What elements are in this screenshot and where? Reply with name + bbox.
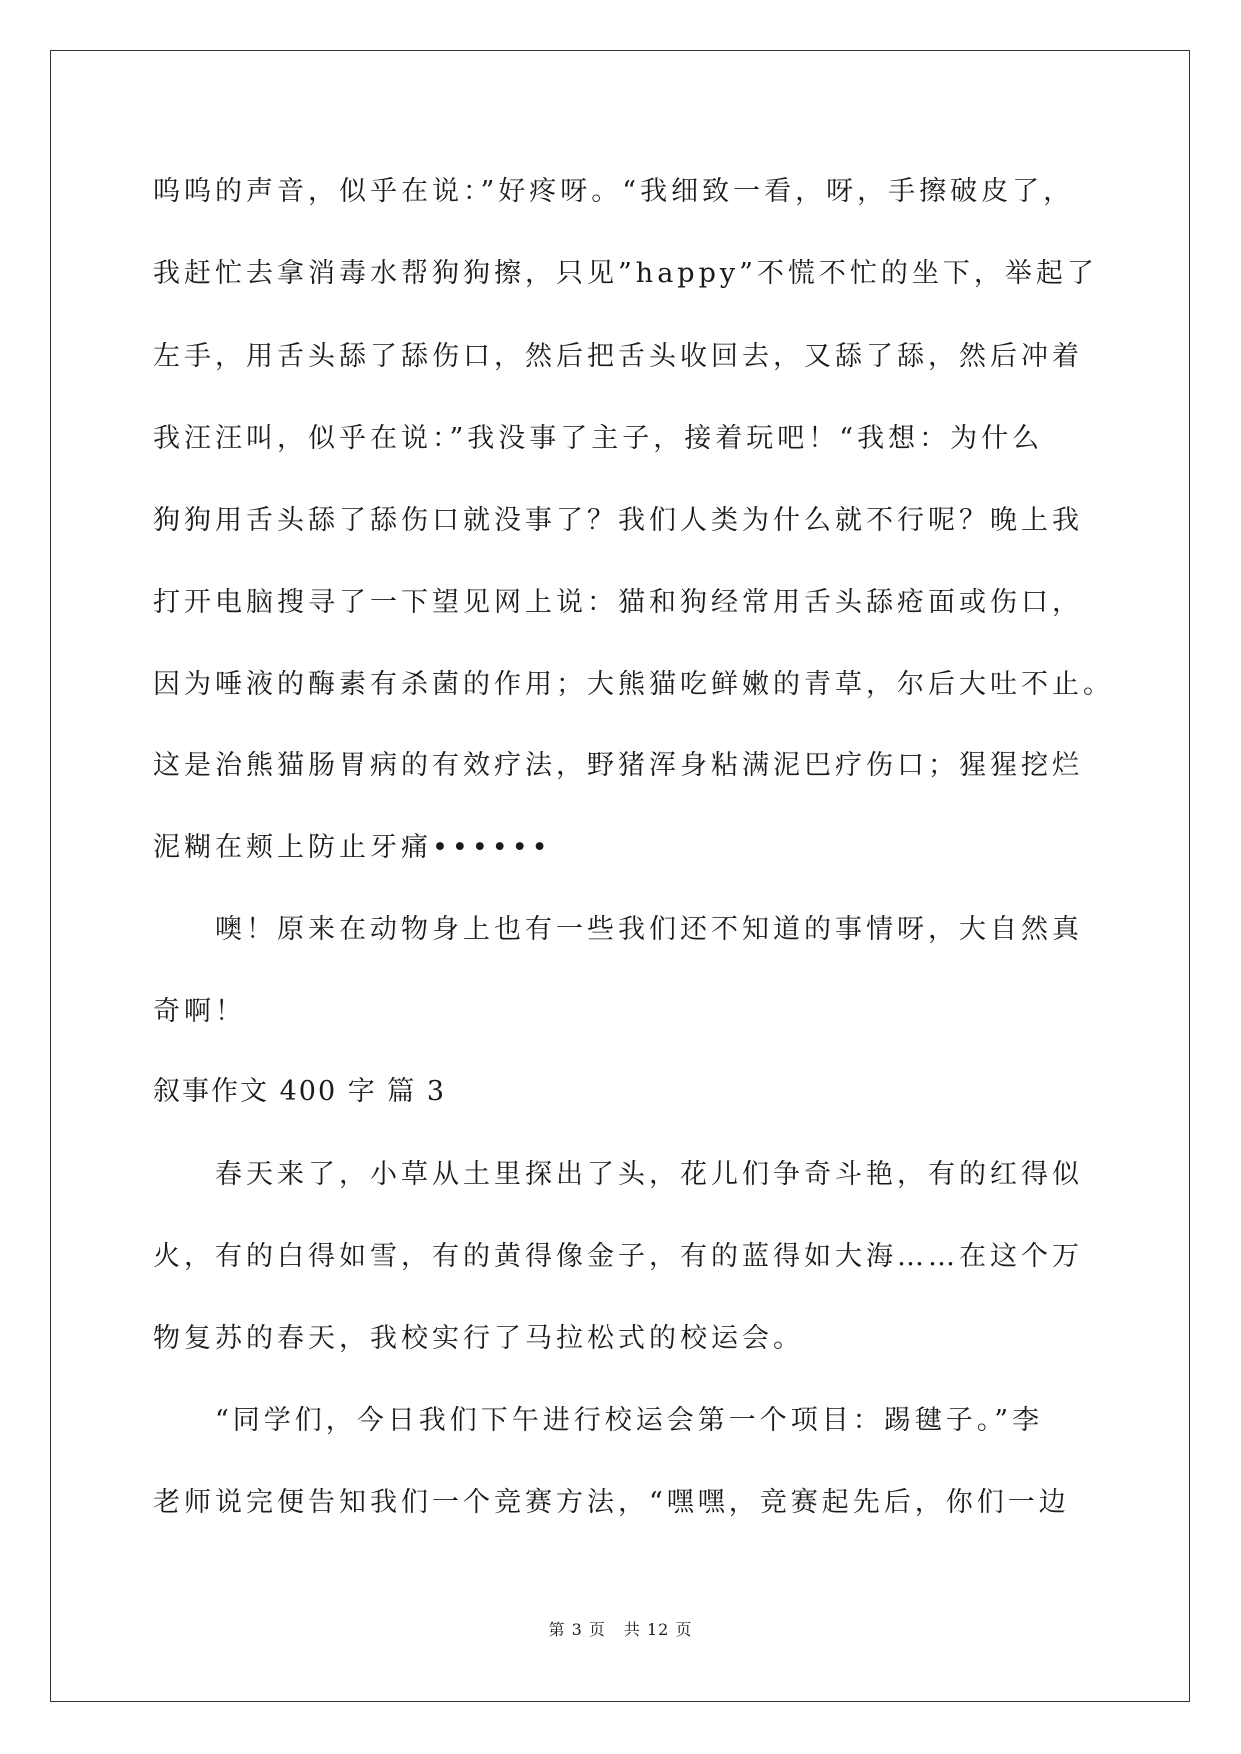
body-text-line: 呜呜的声音，似乎在说：”好疼呀。“我细致一看，呀，手擦破皮了， [153,176,1075,207]
body-text-line: 噢！原来在动物身上也有一些我们还不知道的事情呀，大自然真 [153,914,1083,945]
body-text-line: 老师说完便告知我们一个竞赛方法，“嘿嘿，竞赛起先后，你们一边 [153,1487,1070,1518]
body-text-line: 打开电脑搜寻了一下望见网上说：猫和狗经常用舌头舔疮面或伤口， [153,587,1083,618]
section-heading: 叙事作文 400 字 篇 3 [153,1076,447,1107]
body-text-line: 因为唾液的酶素有杀菌的作用；大熊猫吃鲜嫩的青草，尔后大吐不止。 [153,669,1114,700]
body-text-line: 狗狗用舌头舔了舔伤口就没事了？我们人类为什么就不行呢？晚上我 [153,505,1083,536]
body-text-line: 奇啊！ [153,996,246,1027]
body-text-line: 我赶忙去拿消毒水帮狗狗擦，只见”happy”不慌不忙的坐下，举起了 [153,258,1098,289]
body-text-line: 物复苏的春天，我校实行了马拉松式的校运会。 [153,1323,804,1354]
page-footer [0,1617,1241,1640]
body-text-line: 春天来了，小草从土里探出了头，花儿们争奇斗艳，有的红得似 [153,1159,1083,1190]
page-number: 第 3 页 [548,1620,606,1639]
body-text-line: 左手，用舌头舔了舔伤口，然后把舌头收回去，又舔了舔，然后冲着 [153,341,1083,372]
body-text-line: 泥糊在颊上防止牙痛•••••• [153,832,552,863]
body-text-line: “同学们，今日我们下午进行校运会第一个项目：踢毽子。”李 [153,1405,1044,1436]
body-text-line: 火，有的白得如雪，有的黄得像金子，有的蓝得如大海……在这个万 [153,1241,1083,1272]
page-border [50,50,1190,1702]
body-text-line: 我汪汪叫，似乎在说：”我没事了主子，接着玩吧！“我想：为什么 [153,423,1044,454]
page-total: 共 12 页 [623,1620,693,1639]
body-text-line: 这是治熊猫肠胃病的有效疗法，野猪浑身粘满泥巴疗伤口；猩猩挖烂 [153,750,1083,781]
